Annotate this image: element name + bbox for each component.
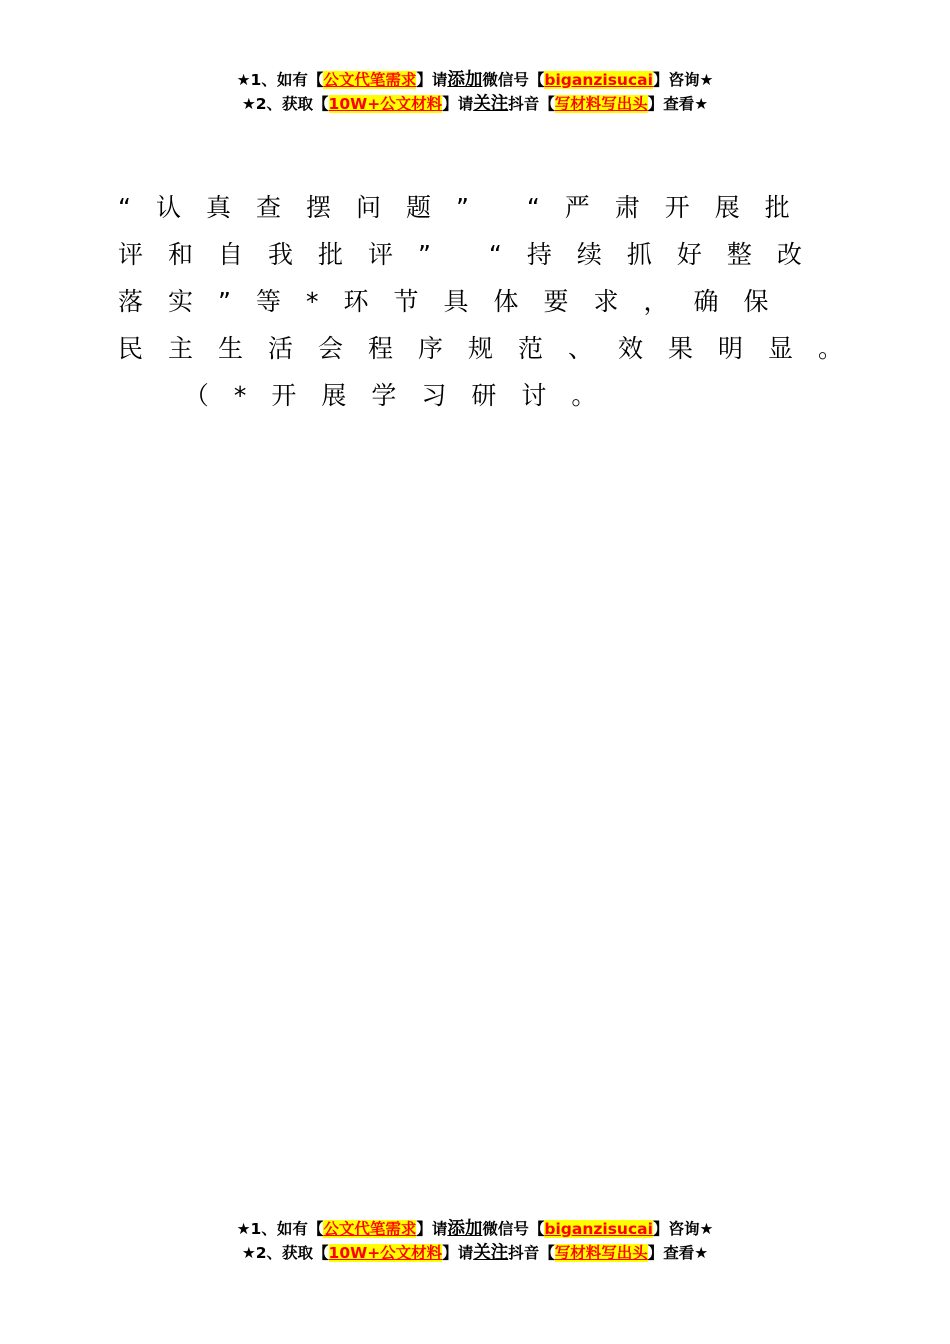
promo-text: ★1、如有【 <box>236 1220 324 1238</box>
promo-text: ★1、如有【 <box>236 71 324 89</box>
promo-text: 】请 <box>416 71 448 89</box>
promo-text: ★2、获取【 <box>241 95 329 113</box>
promo-highlight: biganzisucai <box>544 1220 653 1238</box>
promo-text: 】查看★ <box>647 1244 709 1262</box>
promo-underline: 添加 <box>447 1219 483 1239</box>
promo-highlight: 10W+公文材料 <box>328 1244 443 1262</box>
body-line-3: 落实”等*环节具体要求，确保 <box>118 287 794 316</box>
promo-text: 抖音【 <box>508 1244 555 1262</box>
body-line-4: 民主生活会程序规范、效果明显。 <box>118 334 869 363</box>
promo-text: ★2、获取【 <box>241 1244 329 1262</box>
document-body <box>118 184 869 419</box>
promo-header <box>0 68 950 116</box>
promo-text: 】请 <box>442 1244 474 1262</box>
promo-text: 】咨询★ <box>652 1220 714 1238</box>
promo-line-2 <box>0 92 950 116</box>
promo-highlight: 公文代笔需求 <box>323 71 417 89</box>
promo-text: 微信号【 <box>482 1220 545 1238</box>
promo-underline: 添加 <box>447 70 483 90</box>
promo-line-2 <box>0 1241 950 1265</box>
promo-underline: 关注 <box>473 94 509 114</box>
promo-footer <box>0 1217 950 1265</box>
promo-text: 】请 <box>416 1220 448 1238</box>
promo-highlight: 写材料写出头 <box>554 1244 648 1262</box>
promo-highlight: 写材料写出头 <box>554 95 648 113</box>
promo-highlight: 10W+公文材料 <box>328 95 443 113</box>
body-line-1: “认真查摆问题” “严肃开展批 <box>118 193 815 222</box>
promo-line-1 <box>0 68 950 92</box>
promo-text: 抖音【 <box>508 95 555 113</box>
promo-text: 】请 <box>442 95 474 113</box>
promo-text: 】查看★ <box>647 95 709 113</box>
body-line-2: 评和自我批评” “持续抓好整改 <box>118 240 827 269</box>
promo-underline: 关注 <box>473 1243 509 1263</box>
promo-text: 】咨询★ <box>652 71 714 89</box>
body-line-5: （*开展学习研讨。 <box>118 381 622 410</box>
promo-highlight: 公文代笔需求 <box>323 1220 417 1238</box>
promo-line-1 <box>0 1217 950 1241</box>
promo-text: 微信号【 <box>482 71 545 89</box>
promo-highlight: biganzisucai <box>544 71 653 89</box>
